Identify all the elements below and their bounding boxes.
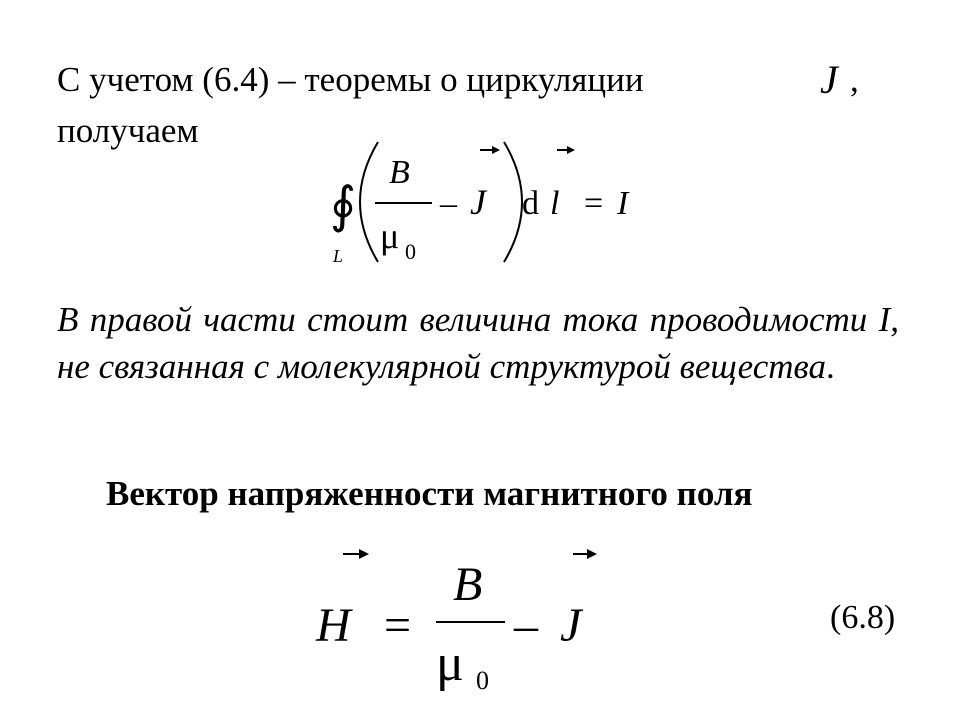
fraction-denominator-mu-2: μ — [436, 635, 464, 692]
vector-arrowhead-j-2 — [587, 549, 597, 559]
contour-integral-sign: ∮ — [330, 177, 357, 233]
minus-sign: – — [440, 185, 457, 222]
section-heading: Вектор напряженности магнитного поля — [106, 474, 753, 513]
equals-sign: = — [584, 185, 604, 222]
differential-d: d — [522, 185, 539, 222]
vector-arrowhead-h — [359, 549, 369, 559]
fraction-denominator-mu: μ — [380, 216, 400, 256]
vector-h: H — [316, 599, 351, 652]
vector-j: J — [470, 182, 486, 222]
vector-l: l — [550, 185, 560, 222]
equals-sign-2: = — [384, 599, 412, 652]
fraction-numerator-b: B — [389, 154, 410, 191]
intro-comma: , — [850, 60, 859, 99]
intro-line-1: С учетом (6.4) – теоремы о циркуляции — [57, 60, 644, 99]
equation-number: (6.8) — [830, 599, 896, 636]
integral-subscript-l: L — [333, 246, 344, 266]
current-i: I — [617, 185, 629, 222]
paragraph-period: . — [826, 347, 835, 386]
minus-sign-2: – — [514, 599, 538, 652]
fraction-denominator-subscript-2: 0 — [476, 666, 489, 695]
vector-j-2: J — [560, 599, 582, 652]
paragraph-text: В правой части стоит величина тока проводимости I, не связанная с молекулярной структурой вещества — [57, 300, 899, 386]
intro-line-2: получаем — [57, 111, 199, 150]
fraction-denominator-subscript: 0 — [405, 239, 416, 264]
circulation-vector-j: J — [820, 57, 838, 102]
fraction-numerator-b-2: B — [453, 558, 483, 611]
